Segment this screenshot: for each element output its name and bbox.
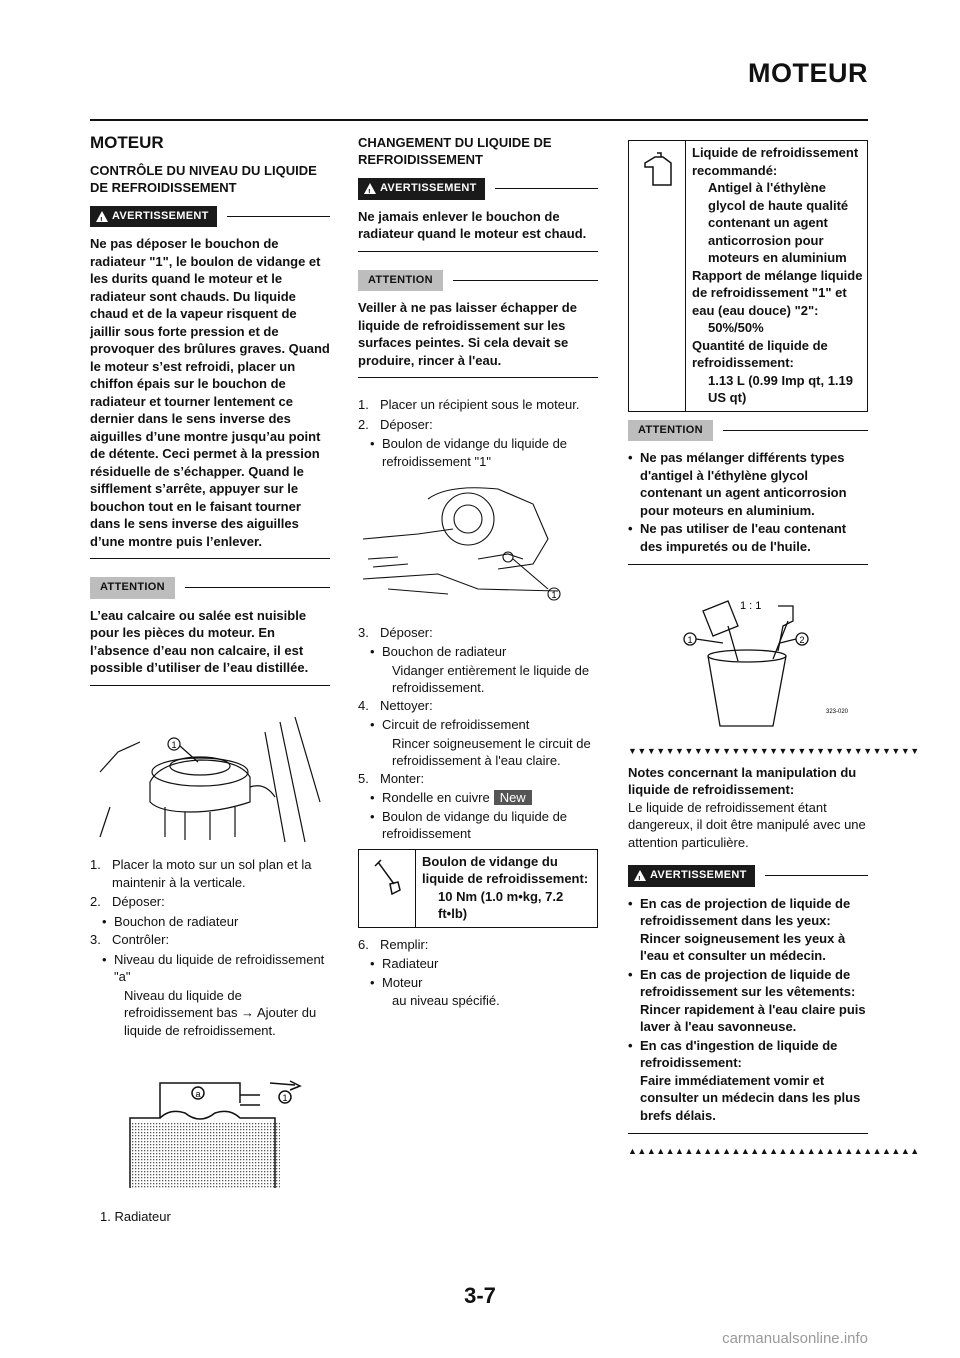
list-item: • Radiateur <box>370 956 439 971</box>
torque-wrench-icon <box>359 850 416 927</box>
procedure-steps <box>90 856 330 1039</box>
page-number: 3-7 <box>464 1283 496 1308</box>
warning-triangle-icon <box>364 183 376 194</box>
spec-value: 10 Nm (1.0 m•kg, 7.2 ft•lb) <box>438 888 564 921</box>
figure-callout-1: 1 <box>282 1093 288 1103</box>
figure-caption: 1. Radiateur <box>100 1208 171 1224</box>
figure-code: 323-020 <box>826 709 849 715</box>
list-item: • Boulon de vidange du liquide de refroidissement <box>370 808 568 841</box>
step-item: 4. Nettoyer: <box>358 697 433 713</box>
attention-badge: ATTENTION <box>628 420 713 442</box>
header-rule <box>90 119 868 121</box>
attention-badge: ATTENTION <box>358 270 443 292</box>
figure-callout: 1 <box>551 590 557 600</box>
warning-list: • En cas de projection de liquide de refroidissement dans les yeux: Rincer soigneusement les yeux à l'eau et consulter un médecin. • En cas de projection de liquide de refroidissement sur les vêtements: Rincer rapidement à l'eau claire puis laver à l'eau savonneuse. • En cas d'ingestion de liquide de refroidissement: Faire immédiatement vomir et consulter un médecin dans les plus brefs délais. <box>628 895 868 1135</box>
column-middle <box>358 130 598 1010</box>
warning-badge: ! AVERTISSEMENT <box>628 865 755 887</box>
step-item: 3. Contrôler: <box>90 932 170 947</box>
step-detail: Niveau du liquide de refroidissement bas → Ajouter du liquide de refroidissement. <box>124 987 317 1038</box>
radiator-cap-illustration <box>90 712 330 842</box>
marker-row-top: ▼▼▼▼▼▼▼▼▼▼▼▼▼▼▼▼▼▼▼▼▼▼▼▼▼▼▼▼▼▼▼ <box>628 745 920 756</box>
watermark: carmanualsonline.info <box>722 1330 868 1347</box>
coolant-mixing-illustration <box>628 591 868 731</box>
coolant-bottle-icon <box>629 141 686 411</box>
attention-header <box>628 420 868 442</box>
drain-bolt-illustration <box>358 479 598 609</box>
step-item: 6. Remplir: <box>358 936 429 952</box>
figure-callout-2: 2 <box>799 635 805 645</box>
coolant-spec-box <box>628 140 868 412</box>
warning-badge: ! AVERTISSEMENT <box>90 206 217 228</box>
spec-value: 1.13 L (0.99 Imp qt, 1.19 US qt) <box>708 372 853 405</box>
column-right <box>628 130 920 1156</box>
step-detail: Vidanger entièrement le liquide de refroidissement. <box>392 662 590 695</box>
header-title: MOTEUR <box>748 58 868 88</box>
list-item: • Bouchon de radiateur <box>102 913 239 929</box>
attention-text: Veiller à ne pas laisser échapper de liquide de refroidissement sur les surfaces peintes. Si cela devait se produire, rincer à l'eau. <box>358 299 598 378</box>
spec-label: Liquide de refroidissement recommandé: <box>692 145 859 178</box>
warning-badge: ! AVERTISSEMENT <box>358 178 485 200</box>
list-item: • Moteur <box>370 974 423 990</box>
step-detail: Rincer soigneusement le circuit de refroidissement à l'eau claire. <box>392 735 591 768</box>
list-item: • Circuit de refroidissement <box>370 717 530 732</box>
section-heading-change: CHANGEMENT DU LIQUIDE DE REFROIDISSEMENT <box>358 135 552 167</box>
step-item: 2. Déposer: <box>358 416 433 432</box>
spec-value: Antigel à l'éthylène glycol de haute qualité contenant un agent anticorrosion pour moteurs en aluminium <box>708 180 849 265</box>
step-detail: au niveau spécifié. <box>392 993 500 1008</box>
spec-label: Rapport de mélange liquide de refroidissement "1" et eau (eau douce) "2": <box>692 267 863 318</box>
spec-label: Boulon de vidange du liquide de refroidissement: <box>422 853 589 886</box>
spec-value: 50%/50% <box>708 320 764 335</box>
subsection-heading: CONTRÔLE DU NIVEAU DU LIQUIDE DE REFROIDISSEMENT <box>90 162 317 195</box>
procedure-steps-c <box>358 936 598 1010</box>
notes-title: Notes concernant la manipulation du liquide de refroidissement: <box>628 764 857 797</box>
list-item: • Niveau du liquide de refroidissement "a" <box>102 951 325 984</box>
marker-row-bottom: ▲▲▲▲▲▲▲▲▲▲▲▲▲▲▲▲▲▲▲▲▲▲▲▲▲▲▲▲▲▲▲ <box>628 1146 920 1156</box>
torque-spec-box <box>358 849 598 928</box>
step-item: 1. Placer la moto sur un sol plan et la maintenir à la verticale. <box>90 857 312 890</box>
step-item: 5. Monter: <box>358 770 425 786</box>
attention-header <box>90 577 330 599</box>
mix-ratio-label: 1 : 1 <box>740 600 762 612</box>
procedure-steps-a <box>358 396 598 470</box>
attention-list: • Ne pas mélanger différents types d'antigel à l'éthylène glycol contenant un agent anticorrosion pour moteurs en aluminium. • Ne pas utiliser de l'eau contenant des impuretés ou de l'huile. <box>628 449 868 565</box>
coolant-level-diagram <box>90 1063 330 1193</box>
step-item: 3. Déposer: <box>358 624 433 640</box>
figure-callout-1: 1 <box>687 635 693 645</box>
step-item: 1. Placer un récipient sous le moteur. <box>358 397 580 412</box>
warning-header <box>358 178 598 200</box>
procedure-steps-b <box>358 624 598 788</box>
list-item: • Bouchon de radiateur <box>370 644 507 659</box>
warning-triangle-icon <box>634 870 646 881</box>
warning-header <box>628 865 868 887</box>
warning-triangle-icon <box>96 211 108 222</box>
figure-callout: 1 <box>171 739 177 750</box>
attention-text: L’eau calcaire ou salée est nuisible pour les pièces du moteur. En l’absence d’eau non calcaire, il est possible d’utiliser de l’eau distillée. <box>90 607 330 686</box>
column-left <box>90 130 330 1225</box>
attention-header <box>358 270 598 292</box>
spec-label: Quantité de liquide de refroidissement: <box>692 337 828 370</box>
list-item: • Rondelle en cuivre New <box>358 789 598 807</box>
warning-text: Ne jamais enlever le bouchon de radiateur quand le moteur est chaud. <box>358 208 598 252</box>
warning-header <box>90 206 330 228</box>
new-part-badge: New <box>494 790 532 805</box>
warning-text: Ne pas déposer le bouchon de radiateur "1", le boulon de vidange et les durits quand le moteur et le radiateur sont chauds. Du liquide chaud et de la vapeur risquent de jaillir sous forte pression et de provoquer des brûlures graves. Quand le moteur s’est refroidi, placer un chiffon épais sur le bouchon de radiateur et tourner lentement ce dernier dans le sens inverse des aiguilles d’une montre jusqu’au point de détente. Ceci permet à la pression résiduelle de s’échapper. Quand le sifflement s’arrête, appuyer sur le bouchon tout en le faisant tourner dans le sens inverse des aiguilles d’une montre puis l’enlever. <box>90 235 330 559</box>
step-item: 2. Déposer: <box>90 894 165 909</box>
attention-badge: ATTENTION <box>90 577 175 599</box>
section-heading: MOTEUR <box>90 133 164 152</box>
notes-text: Le liquide de refroidissement étant dangereux, il doit être manipulé avec une attention particulière. <box>628 799 866 850</box>
figure-callout-a: a <box>195 1089 201 1099</box>
list-item: • Boulon de vidange du liquide de refroidissement "1" <box>370 436 568 469</box>
